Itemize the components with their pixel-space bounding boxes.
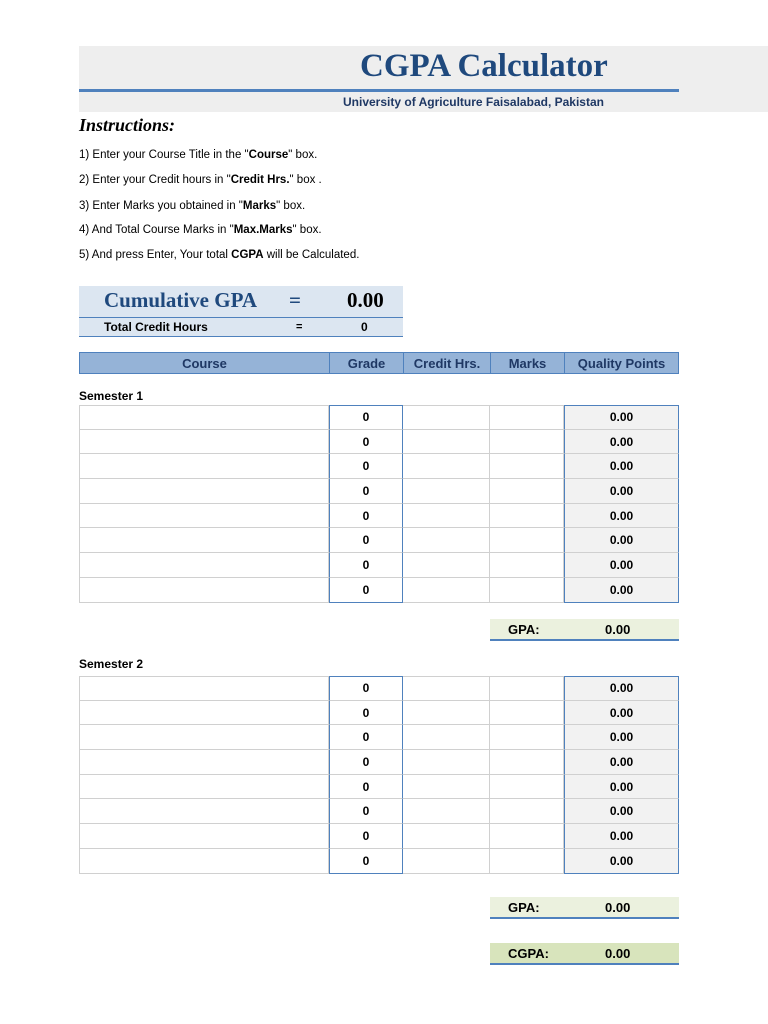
title-rule xyxy=(79,89,679,92)
course-cell[interactable] xyxy=(79,405,329,430)
course-cell[interactable] xyxy=(79,430,329,455)
total-credit-hours-label: Total Credit Hours xyxy=(104,320,208,334)
credit-hrs-cell[interactable] xyxy=(403,578,490,603)
grade-cell: 0 xyxy=(329,701,403,726)
table-row xyxy=(79,479,679,504)
credit-hrs-cell[interactable] xyxy=(403,504,490,529)
quality-points-cell: 0.00 xyxy=(564,799,679,824)
credit-hrs-cell[interactable] xyxy=(403,479,490,504)
cumulative-gpa-equals: = xyxy=(289,288,301,312)
instruction-item: 3) Enter Marks you obtained in "Marks" box. xyxy=(79,200,306,212)
final-cgpa-box xyxy=(490,943,679,965)
semester-2-label: Semester 2 xyxy=(79,657,144,671)
grade-cell: 0 xyxy=(329,479,403,504)
quality-points-cell: 0.00 xyxy=(564,479,679,504)
semester-1-label: Semester 1 xyxy=(79,389,144,403)
marks-cell[interactable] xyxy=(490,676,564,701)
grade-cell: 0 xyxy=(329,775,403,800)
column-header-credit-hrs: Credit Hrs. xyxy=(403,352,491,374)
marks-cell[interactable] xyxy=(490,479,564,504)
grade-cell: 0 xyxy=(329,405,403,430)
grade-cell: 0 xyxy=(329,750,403,775)
semester-1-gpa-box xyxy=(490,619,679,641)
marks-cell[interactable] xyxy=(490,725,564,750)
course-cell[interactable] xyxy=(79,725,329,750)
credit-hrs-cell[interactable] xyxy=(403,528,490,553)
final-cgpa-label: CGPA: xyxy=(508,946,549,961)
table-row xyxy=(79,578,679,603)
grade-cell: 0 xyxy=(329,799,403,824)
semester-1-gpa-label: GPA: xyxy=(508,622,540,637)
marks-cell[interactable] xyxy=(490,578,564,603)
course-cell[interactable] xyxy=(79,553,329,578)
column-header-quality-points: Quality Points xyxy=(564,352,679,374)
quality-points-cell: 0.00 xyxy=(564,430,679,455)
quality-points-cell: 0.00 xyxy=(564,578,679,603)
quality-points-cell: 0.00 xyxy=(564,849,679,874)
course-cell[interactable] xyxy=(79,849,329,874)
marks-cell[interactable] xyxy=(490,553,564,578)
instructions-heading: Instructions: xyxy=(79,115,176,135)
semester-2-gpa-value: 0.00 xyxy=(605,900,631,915)
course-cell[interactable] xyxy=(79,578,329,603)
grade-cell: 0 xyxy=(329,528,403,553)
credit-hrs-cell[interactable] xyxy=(403,553,490,578)
semester-1-gpa-value: 0.00 xyxy=(605,622,631,637)
credit-hrs-cell[interactable] xyxy=(403,701,490,726)
table-row xyxy=(79,676,679,701)
marks-cell[interactable] xyxy=(490,775,564,800)
table-row xyxy=(79,849,679,874)
instruction-item: 1) Enter your Course Title in the "Course" box. xyxy=(79,149,318,161)
table-row xyxy=(79,528,679,553)
instruction-item: 2) Enter your Credit hours in "Credit Hrs." box . xyxy=(79,174,322,186)
semester-2-table xyxy=(79,676,679,874)
grade-cell: 0 xyxy=(329,504,403,529)
table-row xyxy=(79,701,679,726)
cumulative-gpa-box xyxy=(79,286,403,319)
course-cell[interactable] xyxy=(79,454,329,479)
semester-2-gpa-label: GPA: xyxy=(508,900,540,915)
course-cell[interactable] xyxy=(79,799,329,824)
marks-cell[interactable] xyxy=(490,701,564,726)
course-cell[interactable] xyxy=(79,775,329,800)
table-row xyxy=(79,799,679,824)
grade-cell: 0 xyxy=(329,849,403,874)
course-cell[interactable] xyxy=(79,676,329,701)
quality-points-cell: 0.00 xyxy=(564,676,679,701)
quality-points-cell: 0.00 xyxy=(564,504,679,529)
grade-cell: 0 xyxy=(329,553,403,578)
semester-1-table xyxy=(79,405,679,603)
course-cell[interactable] xyxy=(79,479,329,504)
table-row xyxy=(79,405,679,430)
quality-points-cell: 0.00 xyxy=(564,528,679,553)
credit-hrs-cell[interactable] xyxy=(403,725,490,750)
grade-cell: 0 xyxy=(329,824,403,849)
course-cell[interactable] xyxy=(79,504,329,529)
marks-cell[interactable] xyxy=(490,750,564,775)
course-cell[interactable] xyxy=(79,750,329,775)
credit-hrs-cell[interactable] xyxy=(403,405,490,430)
credit-hrs-cell[interactable] xyxy=(403,430,490,455)
credit-hrs-cell[interactable] xyxy=(403,676,490,701)
cumulative-gpa-label: Cumulative GPA xyxy=(104,288,258,312)
quality-points-cell: 0.00 xyxy=(564,775,679,800)
credit-hrs-cell[interactable] xyxy=(403,775,490,800)
total-credit-hours-value: 0 xyxy=(361,320,368,334)
marks-cell[interactable] xyxy=(490,799,564,824)
column-header-marks: Marks xyxy=(490,352,565,374)
course-cell[interactable] xyxy=(79,824,329,849)
instruction-item: 4) And Total Course Marks in "Max.Marks" box. xyxy=(79,224,322,236)
page-title: CGPA Calculator xyxy=(360,48,608,84)
table-row xyxy=(79,775,679,800)
marks-cell[interactable] xyxy=(490,849,564,874)
total-credit-hours-box xyxy=(79,318,403,337)
quality-points-cell: 0.00 xyxy=(564,824,679,849)
marks-cell[interactable] xyxy=(490,824,564,849)
quality-points-cell: 0.00 xyxy=(564,405,679,430)
table-row xyxy=(79,430,679,455)
column-header-grade: Grade xyxy=(329,352,404,374)
column-header-course: Course xyxy=(79,352,330,374)
quality-points-cell: 0.00 xyxy=(564,454,679,479)
credit-hrs-cell[interactable] xyxy=(403,849,490,874)
quality-points-cell: 0.00 xyxy=(564,750,679,775)
grade-cell: 0 xyxy=(329,430,403,455)
credit-hrs-cell[interactable] xyxy=(403,824,490,849)
marks-cell[interactable] xyxy=(490,528,564,553)
grade-cell: 0 xyxy=(329,578,403,603)
final-cgpa-value: 0.00 xyxy=(605,946,631,961)
table-row xyxy=(79,750,679,775)
course-cell[interactable] xyxy=(79,528,329,553)
page-subtitle: University of Agriculture Faisalabad, Pakistan xyxy=(343,95,604,109)
table-row xyxy=(79,504,679,529)
marks-cell[interactable] xyxy=(490,504,564,529)
grade-cell: 0 xyxy=(329,454,403,479)
marks-cell[interactable] xyxy=(490,405,564,430)
table-row xyxy=(79,454,679,479)
credit-hrs-cell[interactable] xyxy=(403,454,490,479)
column-header-row xyxy=(79,352,679,374)
grade-cell: 0 xyxy=(329,676,403,701)
total-credit-hours-equals: = xyxy=(296,321,303,333)
quality-points-cell: 0.00 xyxy=(564,701,679,726)
table-row xyxy=(79,725,679,750)
grade-cell: 0 xyxy=(329,725,403,750)
marks-cell[interactable] xyxy=(490,430,564,455)
course-cell[interactable] xyxy=(79,701,329,726)
semester-2-gpa-box xyxy=(490,897,679,919)
quality-points-cell: 0.00 xyxy=(564,725,679,750)
table-row xyxy=(79,824,679,849)
table-row xyxy=(79,553,679,578)
quality-points-cell: 0.00 xyxy=(564,553,679,578)
cumulative-gpa-value: 0.00 xyxy=(347,288,384,312)
credit-hrs-cell[interactable] xyxy=(403,750,490,775)
instruction-item: 5) And press Enter, Your total CGPA will be Calculated. xyxy=(79,249,360,261)
marks-cell[interactable] xyxy=(490,454,564,479)
credit-hrs-cell[interactable] xyxy=(403,799,490,824)
